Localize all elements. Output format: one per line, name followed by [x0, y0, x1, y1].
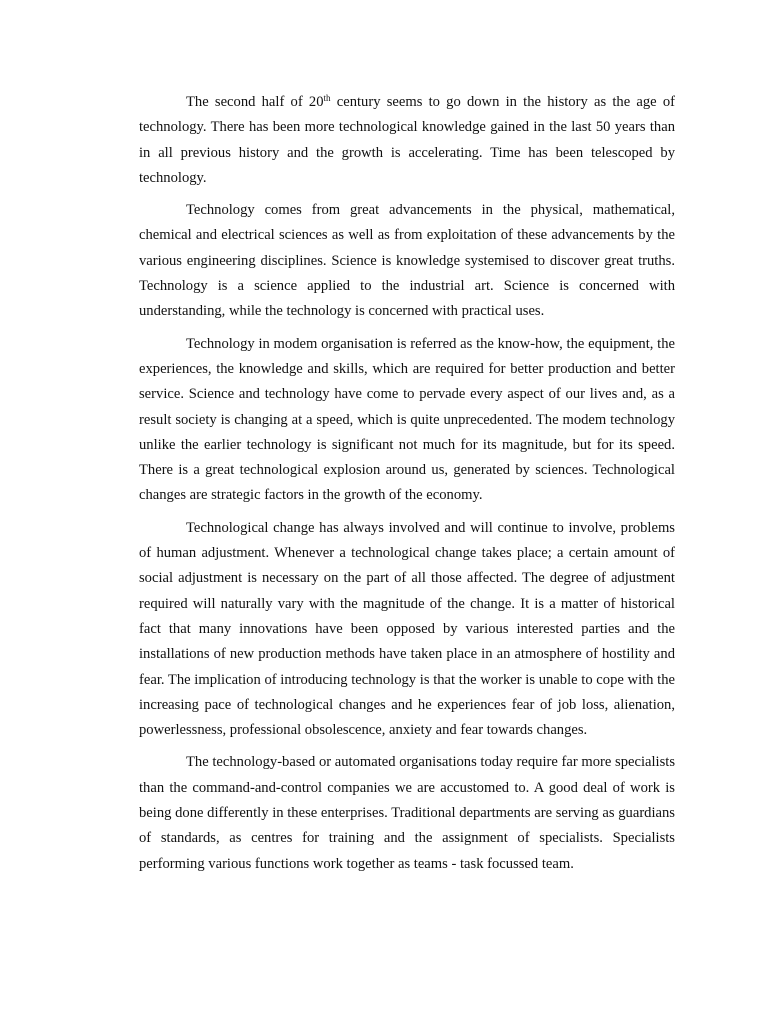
paragraph-1-rest: century seems to go down in the history as the age of technology. There has been more technological knowledge gained in the last 50 years than in all previous history and the growth is accelerating. Time has been telescoped by technology. — [139, 94, 675, 186]
paragraph-4: Technological change has always involved and will continue to involve, problems of human adjustment. Whenever a technological change takes place; a certain amount of social adjustment is necessary on the part of all those affected. The degree of adjustment required will naturally vary with the magnitude of the change. It is a matter of historical fact that many innovations have been opposed by various interested parties and the installations of new production methods have taken place in an atmosphere of hostility and fear. The implication of introducing technology is that the worker is unable to cope with the increasing pace of technological changes and he experiences fear of job loss, alienation, powerlessness, professional obsolescence, anxiety and fear towards changes. — [139, 519, 675, 739]
ordinal-suffix: th — [323, 93, 331, 103]
paragraph-5: The technology-based or automated organisations today require far more specialists than the command-and-control companies we are accustomed to. A good deal of work is being done differently in these enterprises. Traditional departments are serving as guardians of standards, as centres for training and the assignment of specialists. Specialists performing various functions work together as teams - task focussed team. — [139, 754, 675, 872]
paragraph-3: Technology in modem organisation is referred as the know-how, the equipment, the experiences, the knowledge and skills, which are required for better production and better service. Science and technology have come to pervade every aspect of our lives and, as a result society is changing at a speed, which is quite unprecedented. The modem technology unlike the earlier technology is significant not much for its magnitude, but for its speed. There is a great technological explosion around us, generated by sciences. Technological changes are strategic factors in the growth of the economy. — [139, 335, 675, 504]
paragraph-1 — [139, 90, 675, 191]
paragraph-1-start: The second half of 20 — [186, 94, 324, 110]
document-page — [139, 90, 675, 884]
paragraph-2: Technology comes from great advancements in the physical, mathematical, chemical and electrical sciences as well as from exploitation of these advancements by the various engineering disciplines. Science is knowledge systemised to discover great truths. Technology is a science applied to the industrial art. Science is concerned with understanding, while the technology is concerned with practical uses. — [139, 202, 675, 320]
